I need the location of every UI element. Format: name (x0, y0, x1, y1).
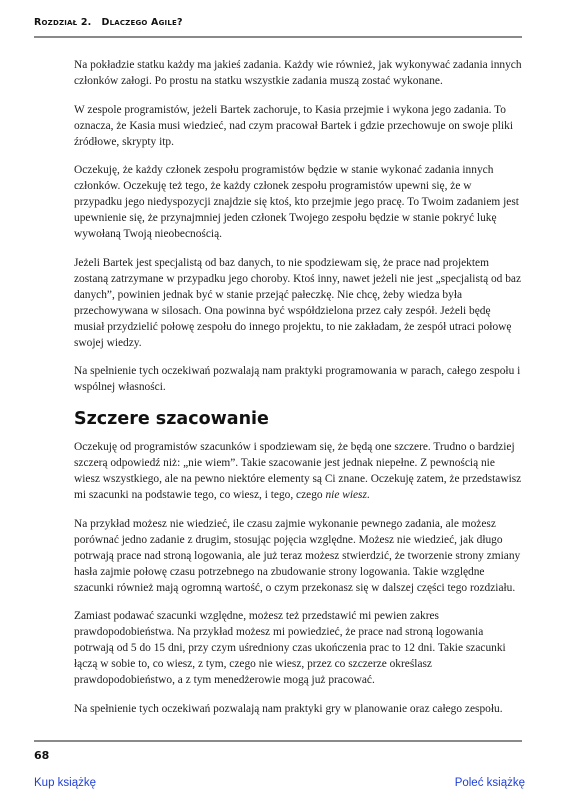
page-number: 68 (34, 749, 50, 762)
paragraph-text: Oczekuję od programistów szacunków i spodziewam się, że będą one szczere. Trudno o bardziej szczerą odpowiedź niż: „nie wiem”. Takie szacowanie jest jednak niepełne. Z pewnością nie wiesz wszystkiego, ale na pewno niektóre elementy są Ci znane. Oczekuję zatem, że przedstawisz mi szacunki na podstawie tego, co wiesz, i tego, czego (74, 441, 522, 501)
page-body (74, 57, 522, 729)
paragraph: Na spełnienie tych oczekiwań pozwalają nam praktyki programowania w parach, całego zespołu i wspólnej własności. (74, 365, 521, 393)
paragraph (74, 439, 522, 503)
recommend-book-link[interactable]: Poleć książkę (454, 777, 525, 789)
footer-rule (34, 740, 522, 742)
paragraph: Oczekuję, że każdy członek zespołu programistów będzie w stanie wykonać zadania innych członków. Oczekuję też tego, że każdy członek zespołu programistów upewni się, że w przypadku jego niedyspozycji znajdzie się ktoś, kto przejmie jego pracę. To Twoim zadaniem jest upewnienie się, że przynajmniej jeden członek Twojego zespołu będzie w stanie pokryć lukę wywołaną Twoją nieobecnością. (74, 164, 519, 240)
chapter-title: Dlaczego Agile? (101, 17, 183, 28)
paragraph: Na przykład możesz nie wiedzieć, ile czasu zajmie wykonanie pewnego zadania, ale możesz porównać jedno zadanie z drugim, stosując pojęcia względne. Możesz nie wiedzieć, jak długo potrwają prace nad stroną logowania, ale już teraz możesz stwierdzić, że tworzenie strony zmiany hasła zajmie połowę czasu potrzebnego na zbudowanie strony logowania. Takie względne szacunki również mają ogromną wartość, o czym przekonasz się w dalszej części tego rozdziału. (74, 517, 521, 594)
chapter-number: Rozdział 2. (34, 17, 92, 28)
paragraph: Na spełnienie tych oczekiwań pozwalają nam praktyki gry w planowanie oraz całego zespołu. (74, 702, 503, 715)
buy-book-link[interactable]: Kup książkę (34, 777, 97, 789)
header-rule (34, 36, 522, 38)
running-head (34, 17, 522, 28)
emphasis-text: nie wiesz (325, 489, 367, 501)
paragraph-end: . (366, 489, 370, 501)
paragraph: W zespole programistów, jeżeli Bartek zachoruje, to Kasia przejmie i wykona jego zadania. To oznacza, że Kasia musi wiedzieć, nad czym pracował Bartek i gdzie przechowuje on swoje pliki źródłowe, skrypty itp. (74, 103, 513, 148)
paragraph: Na pokładzie statku każdy ma jakieś zadania. Każdy wie również, jak wykonywać zadania innych członków załogi. Po prostu na statku wszystkie zadania muszą zostać wykonane. (74, 59, 522, 87)
paragraph: Jeżeli Bartek jest specjalistą od baz danych, to nie spodziewam się, że prace nad projektem zostaną zatrzymane w przypadku jego choroby. Ktoś inny, nawet jeżeli nie jest „specjalistą od baz danych”, powinien jednak być w stanie przejąć pałeczkę. Nie chcę, żeby wiedza była przechowywana w silosach. Ona powinna być współdzielona przez cały zespół. Jeżeli będę musiał przydzielić połowę zespołu do innego projektu, to nie zakładam, że zespół utraci połowę swojej wiedzy. (74, 256, 522, 349)
paragraph: Zamiast podawać szacunki względne, możesz też przedstawić mi pewien zakres prawdopodobieństwa. Na przykład możesz mi powiedzieć, że prace nad stroną logowania potrwają od 5 do 15 dni, przy czym uśredniony czas ukończenia prac to 12 dni. Takie szacunki łączą w sobie to, co wiesz, z tym, czego nie wiesz, przez co szczerze określasz prawdopodobieństwo, a z tym menedżerowie mogą już pracować. (74, 610, 506, 686)
section-heading: Szczere szacowanie (74, 409, 269, 429)
